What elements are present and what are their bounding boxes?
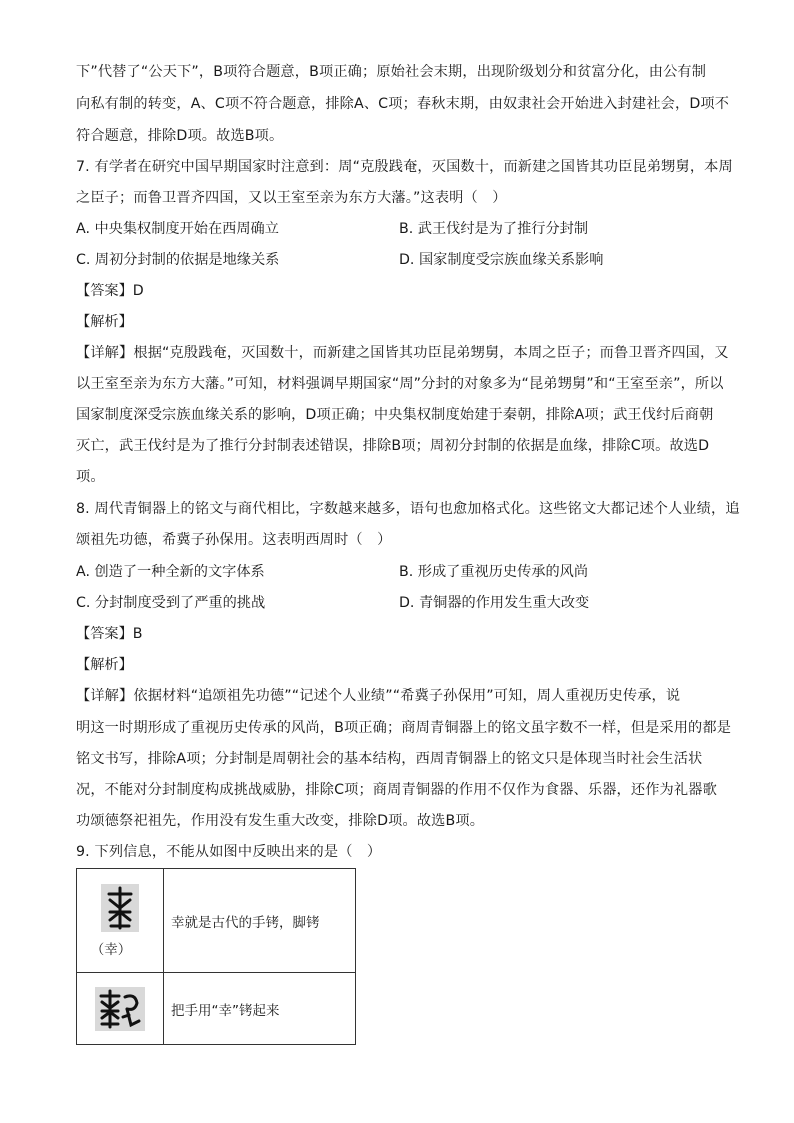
q7-detail-line: 以王室至亲为东方大藩。”可知，材料强调早期国家“周”分封的对象多为“昆弟甥舅”和“王室至亲”，所以 <box>76 376 724 392</box>
question-8-stem: 颂祖先功德，希冀子孙保用。这表明西周时（ ） <box>76 532 392 548</box>
glyph-cell <box>77 869 164 973</box>
table-row <box>77 973 356 1045</box>
table-row <box>77 869 356 973</box>
oracle-bone-zhi-glyph <box>95 987 145 1031</box>
q8-analysis-title: 【解析】 <box>76 657 133 673</box>
q8-detail-line: 况，不能对分封制度构成挑战威胁，排除C项；商周青铜器的作用不仅作为食器、乐器，还作为礼器歌 <box>76 782 717 798</box>
q7-detail-line: 项。 <box>76 469 105 485</box>
q8-detail-line: 【详解】依据材料“追颂祖先功德”“记述个人业绩”“希冀子孙保用”可知，周人重视历史传承，说 <box>76 688 681 704</box>
question-7-stem: 之臣子；而鲁卫晋齐四国，又以王室至亲为东方大藩。”这表明（ ） <box>76 190 507 206</box>
glyph-caption: （幸） <box>90 941 132 958</box>
q8-detail-line: 明这一时期形成了重视历史传承的风尚，B项正确；商周青铜器上的铭文虽字数不一样，但是采用的都是 <box>76 720 732 736</box>
q7-detail-line: 国家制度深受宗族血缘关系的影响，D项正确；中央集权制度始建于秦朝，排除A项；武王伐纣后商朝 <box>76 407 714 423</box>
question-8-stem: 8. 周代青铜器上的铭文与商代相比，字数越来越多，语句也愈加格式化。这些铭文大都记述个人业绩，追 <box>76 501 740 517</box>
glyph-description: 把手用“幸”铐起来 <box>164 973 356 1045</box>
q7-detail-line: 【详解】根据“克殷践奄，灭国数十，而新建之国皆其功臣昆弟甥舅，本周之臣子；而鲁卫晋齐四国，又 <box>76 345 729 361</box>
glyph-cell <box>77 973 164 1045</box>
q8-option-a: A. 创造了一种全新的文字体系 <box>76 564 265 580</box>
q8-option-b: B. 形成了重视历史传承的风尚 <box>399 564 589 580</box>
q8-detail-line: 功颂德祭祀祖先，作用没有发生重大改变，排除D项。故选B项。 <box>76 813 485 829</box>
oracle-bone-xing-glyph <box>101 884 139 932</box>
q9-figure-table <box>76 868 356 1045</box>
question-9-stem: 9. 下列信息，不能从如图中反映出来的是（ ） <box>76 844 382 860</box>
text-line: 向私有制的转变，A、C项不符合题意，排除A、C项；春秋末期，由奴隶社会开始进入封建社会，D项不 <box>76 96 730 112</box>
q7-analysis-title: 【解析】 <box>76 314 133 330</box>
q7-option-a: A. 中央集权制度开始在西周确立 <box>76 221 279 237</box>
q7-option-c: C. 周初分封制的依据是地缘关系 <box>76 252 280 268</box>
q7-option-b: B. 武王伐纣是为了推行分封制 <box>399 221 589 237</box>
glyph-description: 幸就是古代的手铐，脚铐 <box>164 869 356 973</box>
q8-option-d: D. 青铜器的作用发生重大改变 <box>399 595 590 611</box>
q8-option-c: C. 分封制度受到了严重的挑战 <box>76 595 266 611</box>
text-line: 符合题意，排除D项。故选B项。 <box>76 128 284 144</box>
q7-option-d: D. 国家制度受宗族血缘关系影响 <box>399 252 604 268</box>
q8-answer: 【答案】B <box>76 626 143 642</box>
q7-answer: 【答案】D <box>76 283 144 299</box>
q8-detail-line: 铭文书写，排除A项；分封制是周朝社会的基本结构，西周青铜器上的铭文只是体现当时社会生活状 <box>76 751 703 767</box>
q7-detail-line: 灭亡，武王伐纣是为了推行分封制表述错误，排除B项；周初分封制的依据是血缘，排除C项。故选D <box>76 438 710 454</box>
question-7-stem: 7. 有学者在研究中国早期国家时注意到：周“克殷践奄，灭国数十，而新建之国皆其功臣昆弟甥舅，本周 <box>76 159 733 175</box>
text-line: 下”代替了“公天下”，B项符合题意，B项正确；原始社会末期，出现阶级划分和贫富分化，由公有制 <box>76 64 707 80</box>
